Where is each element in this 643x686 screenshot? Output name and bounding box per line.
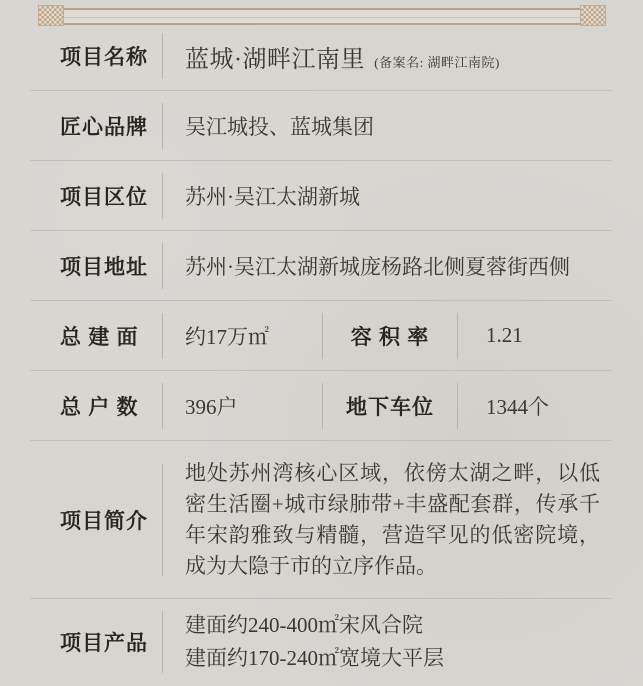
row-value: 苏州·吴江太湖新城 bbox=[185, 184, 360, 209]
row-label: 项目产品 bbox=[60, 631, 148, 655]
table-row-intro bbox=[30, 441, 612, 599]
project-intro-text: 地处苏州湾核心区域，依傍太湖之畔，以低密生活圈+城市绿肺带+丰盛配套群，传承千年宋韵雅致与精髓，营造罕见的低密院境，成为大隐于市的立序作品。 bbox=[185, 460, 600, 578]
info-table bbox=[30, 22, 612, 685]
table-row-address bbox=[30, 231, 612, 301]
registered-name-note: (备案名: 湖畔江南院) bbox=[374, 54, 500, 70]
row-value bbox=[163, 39, 612, 74]
product-lines bbox=[163, 609, 612, 675]
row-label: 项目名称 bbox=[60, 45, 148, 69]
product-line: 建面约240-400㎡宋风合院 bbox=[185, 613, 423, 637]
row-label: 总 建 面 bbox=[60, 324, 139, 349]
row-label: 总 户 数 bbox=[60, 394, 139, 419]
project-name-text: 蓝城·湖畔江南里 bbox=[185, 46, 365, 73]
row-label: 项目区位 bbox=[60, 184, 148, 209]
row-label: 项目地址 bbox=[60, 254, 148, 279]
plot-ratio-value: 1.21 bbox=[486, 323, 523, 347]
parking-value: 1344个 bbox=[486, 394, 549, 419]
row-label: 匠心品牌 bbox=[60, 114, 148, 139]
table-row-brand bbox=[30, 91, 612, 161]
table-row-products bbox=[30, 599, 612, 685]
product-line: 建面约170-240㎡宽境大平层 bbox=[185, 646, 444, 670]
households-value: 396户 bbox=[185, 394, 238, 419]
parking-label: 地下车位 bbox=[346, 394, 434, 419]
table-row-location bbox=[30, 161, 612, 231]
row-value: 吴江城投、蓝城集团 bbox=[185, 114, 374, 139]
row-label: 项目简介 bbox=[60, 508, 148, 533]
plot-ratio-label: 容 积 率 bbox=[350, 324, 430, 349]
total-area-value: 约17万㎡ bbox=[185, 324, 269, 349]
table-row-area-plot-ratio bbox=[30, 301, 612, 371]
table-row-households-parking bbox=[30, 371, 612, 441]
row-value: 苏州·吴江太湖新城庞杨路北侧夏蓉街西侧 bbox=[185, 254, 570, 279]
table-row-project-name bbox=[30, 22, 612, 91]
border-midline bbox=[38, 17, 606, 18]
